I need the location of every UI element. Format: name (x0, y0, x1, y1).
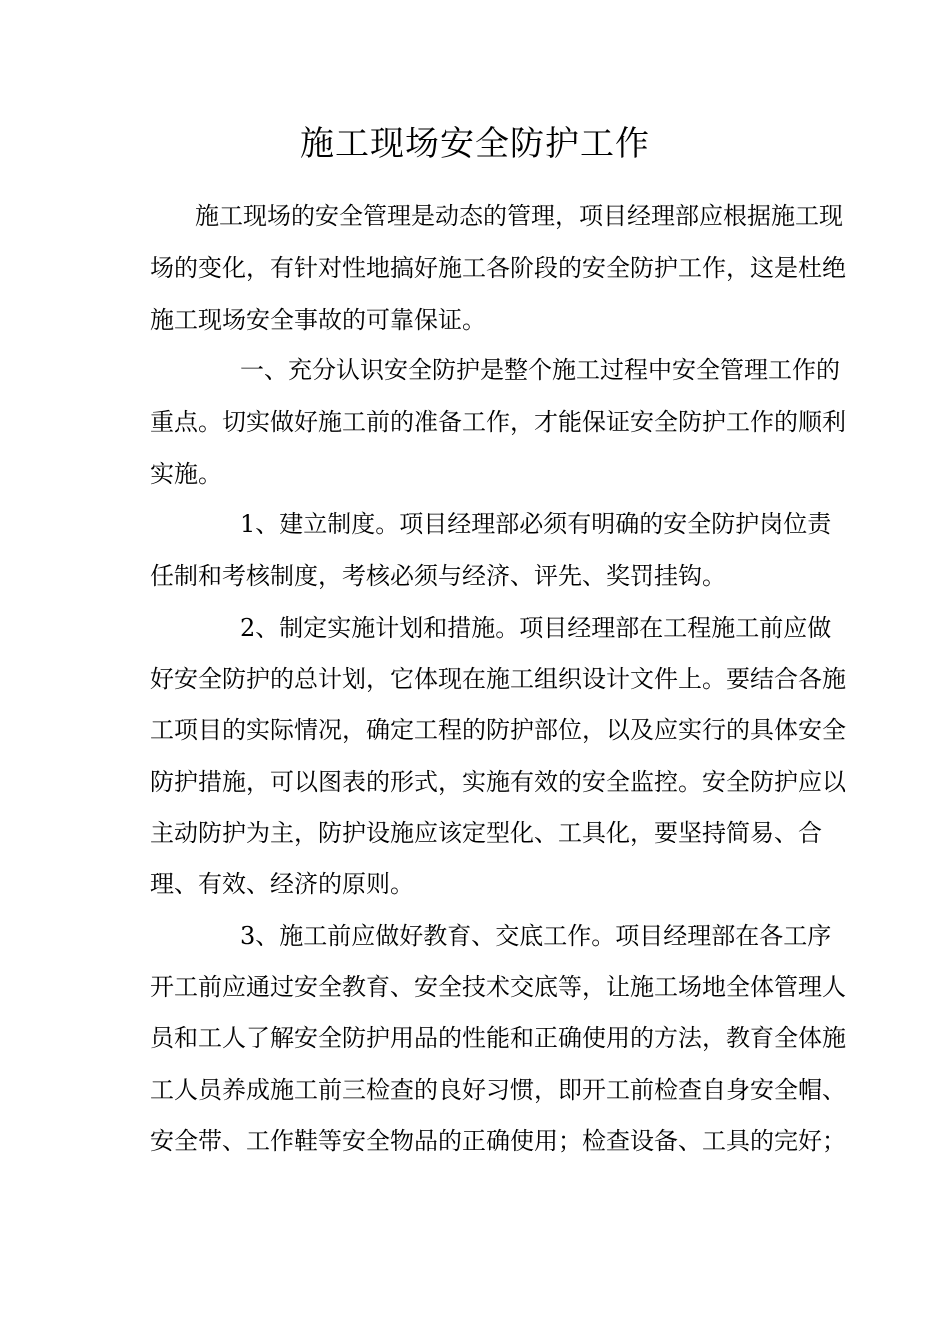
body-line: 场的变化，有针对性地搞好施工各阶段的安全防护工作，这是杜绝 (150, 254, 846, 282)
document-title: 施工现场安全防护工作 (300, 124, 650, 164)
body-line: 好安全防护的总计划，它体现在施工组织设计文件上。要结合各施 (150, 665, 846, 693)
body-line: 施工现场的安全管理是动态的管理，项目经理部应根据施工现 (195, 202, 843, 230)
body-line: 员和工人了解安全防护用品的性能和正确使用的方法，教育全体施 (150, 1024, 846, 1052)
body-line: 工人员养成施工前三检查的良好习惯，即开工前检查自身安全帽、 (150, 1076, 846, 1104)
body-line: 1、建立制度。项目经理部必须有明确的安全防护岗位责 (240, 510, 832, 538)
body-line: 安全带、工作鞋等安全物品的正确使用；检查设备、工具的完好； (150, 1127, 846, 1155)
body-line: 理、有效、经济的原则。 (150, 870, 414, 898)
body-line: 施工现场安全事故的可靠保证。 (150, 306, 486, 334)
body-line: 一、充分认识安全防护是整个施工过程中安全管理工作的 (240, 356, 840, 384)
body-line: 开工前应通过安全教育、安全技术交底等，让施工场地全体管理人 (150, 973, 846, 1001)
body-line: 3、施工前应做好教育、交底工作。项目经理部在各工序 (240, 922, 832, 950)
body-line: 工项目的实际情况，确定工程的防护部位，以及应实行的具体安全 (150, 716, 846, 744)
body-line: 主动防护为主，防护设施应该定型化、工具化，要坚持简易、合 (150, 819, 822, 847)
body-line: 防护措施，可以图表的形式，实施有效的安全监控。安全防护应以 (150, 768, 846, 796)
body-line: 任制和考核制度，考核必须与经济、评先、奖罚挂钩。 (150, 562, 726, 590)
body-line: 实施。 (150, 460, 222, 488)
body-line: 重点。切实做好施工前的准备工作，才能保证安全防护工作的顺利 (150, 408, 846, 436)
body-line: 2、制定实施计划和措施。项目经理部在工程施工前应做 (240, 614, 832, 642)
